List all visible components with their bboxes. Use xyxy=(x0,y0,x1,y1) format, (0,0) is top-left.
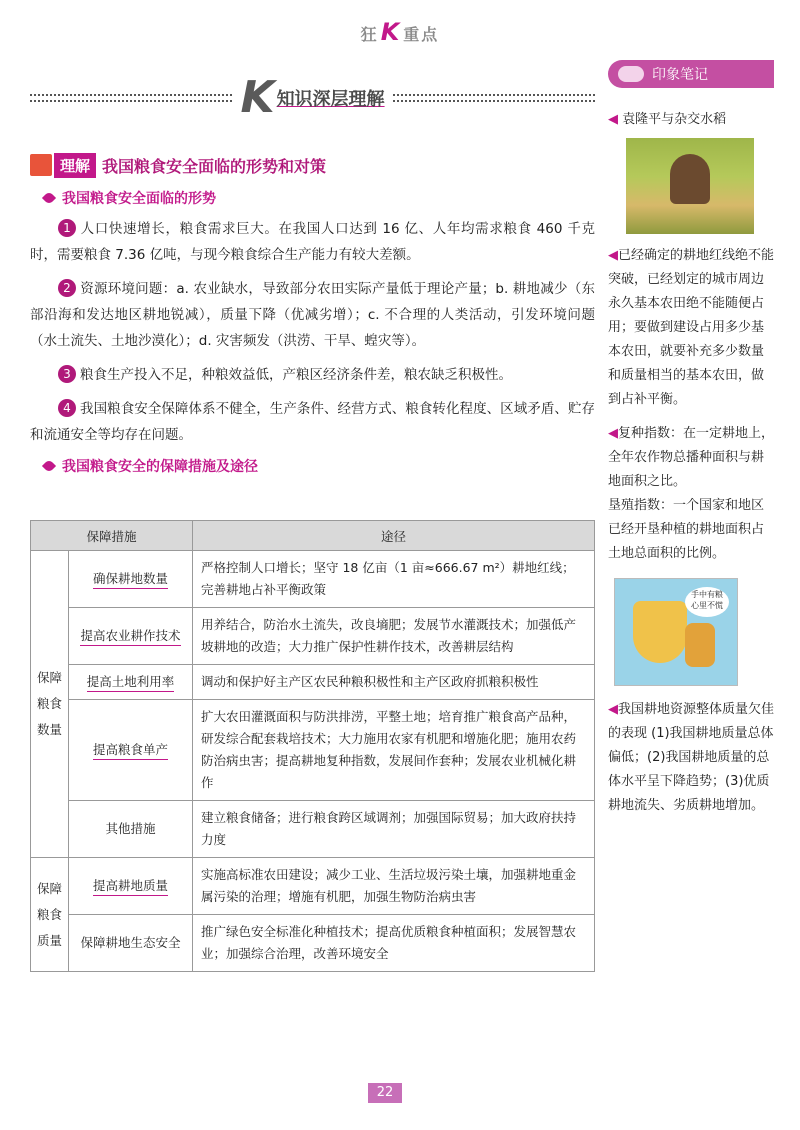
pen-icon xyxy=(42,459,56,473)
grain-cartoon-image: 手中有粮 心里不慌 xyxy=(614,578,738,686)
page-header: 狂K 重点 xyxy=(360,18,440,46)
measure-cell: 确保耕地数量 xyxy=(69,551,193,608)
table-row xyxy=(31,608,595,665)
paragraph: 2 资源环境问题：a. 农业缺水，导致部分农田实际产量低于理论产量；b. 耕地减少（东部沿海和发达地区耕地锐减），质量下降（优减劣增）；c. 不合理的人类活动，引发环境问题（水土流失、土地沙漠化）；d. 灾害频发（洪涝、干旱、蝗灾等）。 xyxy=(30,281,595,349)
note-land-quality: ◀我国耕地资源整体质量欠佳的表现 (1)我国耕地质量总体偏低；(2)我国耕地质量的总体水平呈下降趋势；(3)优质耕地流失、劣质耕地增加。 xyxy=(608,702,775,813)
measure-cell: 提高粮食单产 xyxy=(69,700,193,801)
topic-heading-text: 我国粮食安全面临的形势和对策 xyxy=(102,156,327,176)
table-row xyxy=(31,858,595,915)
section-title xyxy=(30,72,595,123)
path-cell: 建立粮食储备；进行粮食跨区域调剂；加强国际贸易；加大政府扶持力度 xyxy=(193,801,595,858)
dotted-rule-right xyxy=(393,94,595,102)
table-row xyxy=(31,551,595,608)
measure-cell: 提高农业耕作技术 xyxy=(69,608,193,665)
rice-field-photo xyxy=(626,138,754,234)
measure-cell: 提高土地利用率 xyxy=(69,665,193,700)
topic-heading xyxy=(30,152,595,178)
measure-cell: 其他措施 xyxy=(69,801,193,858)
table-row xyxy=(31,700,595,801)
notes-header: 印象笔记 xyxy=(608,60,774,88)
path-cell: 推广绿色安全标准化种植技术；提高优质粮食种植面积；发展智慧农业；加强综合治理，改善环境安全 xyxy=(193,915,595,972)
bullet-heading: 我国粮食安全的保障措施及途径 xyxy=(44,456,595,476)
tag-understand: 理解 xyxy=(30,152,96,178)
paragraph: 4 我国粮食安全保障体系不健全，生产条件、经营方式、粮食转化程度、区域矛盾、贮存和流通安全等均存在问题。 xyxy=(30,401,595,443)
paragraph: 3 粮食生产投入不足，种粮效益低，产粮区经济条件差，粮农缺乏积极性。 xyxy=(30,362,595,388)
group-cell: 保障粮食数量 xyxy=(31,551,69,858)
cloud-icon xyxy=(618,66,644,82)
book-icon xyxy=(30,154,52,176)
bullet-heading: 我国粮食安全面临的形势 xyxy=(44,188,595,208)
section-title-text: 知识深层理解 xyxy=(276,89,385,110)
table-row xyxy=(31,665,595,700)
paragraph: 1 人口快速增长，粮食需求巨大。在我国人口达到 16 亿、人年均需求粮食 460 千克时，需要粮食 7.36 亿吨，与现今粮食综合生产能力有较大差额。 xyxy=(30,221,595,263)
measure-cell: 提高耕地质量 xyxy=(69,858,193,915)
path-cell: 调动和保护好主产区农民种粮积极性和主产区政府抓粮积极性 xyxy=(193,665,595,700)
notes-sidebar xyxy=(608,108,774,828)
path-cell: 用养结合，防治水土流失，改良墒肥；发展节水灌溉技术；加强低产坡耕地的改造；大力推广保护性耕作技术，改善耕层结构 xyxy=(193,608,595,665)
table-header-row xyxy=(31,521,595,551)
table-row xyxy=(31,915,595,972)
measure-cell: 保障耕地生态安全 xyxy=(69,915,193,972)
pen-icon xyxy=(42,191,56,205)
page-number: 22 xyxy=(368,1083,402,1103)
main-content xyxy=(30,152,595,484)
table-header: 保障措施 xyxy=(31,521,193,551)
dotted-rule-left xyxy=(30,94,232,102)
k-logo: K xyxy=(240,72,275,123)
table-row xyxy=(31,801,595,858)
note-red-line: ◀已经确定的耕地红线绝不能突破，已经划定的城市周边永久基本农田绝不能随便占用；要做到建设占用多少基本农田，就要补充多少数量和质量相当的基本农田，做到占补平衡。 xyxy=(608,248,775,407)
measures-table xyxy=(30,520,595,972)
note-photo-caption: ◀ 袁隆平与杂交水稻 xyxy=(608,108,774,234)
path-cell: 实施高标准农田建设；减少工业、生活垃圾污染土壤，加强耕地重金属污染的治理；增施有机肥，加强生物防治病虫害 xyxy=(193,858,595,915)
group-cell: 保障粮食质量 xyxy=(31,858,69,972)
path-cell: 严格控制人口增长；坚守 18 亿亩（1 亩≈666.67 m²）耕地红线；完善耕地占补平衡政策 xyxy=(193,551,595,608)
note-indexes: ◀复种指数：在一定耕地上，全年农作物总播种面积与耕地面积之比。 垦殖指数：一个国家和地区已经开垦种植的耕地面积占土地总面积的比例。 xyxy=(608,426,775,561)
path-cell: 扩大农田灌溉面积与防洪排涝，平整土地；培育推广粮食高产品种，研发综合配套栽培技术；大力施用农家有机肥和增施化肥；施用农药防治病虫害；提高耕地复种指数，发展间作套种；发展农业机械化耕作 xyxy=(193,700,595,801)
table-header: 途径 xyxy=(193,521,595,551)
